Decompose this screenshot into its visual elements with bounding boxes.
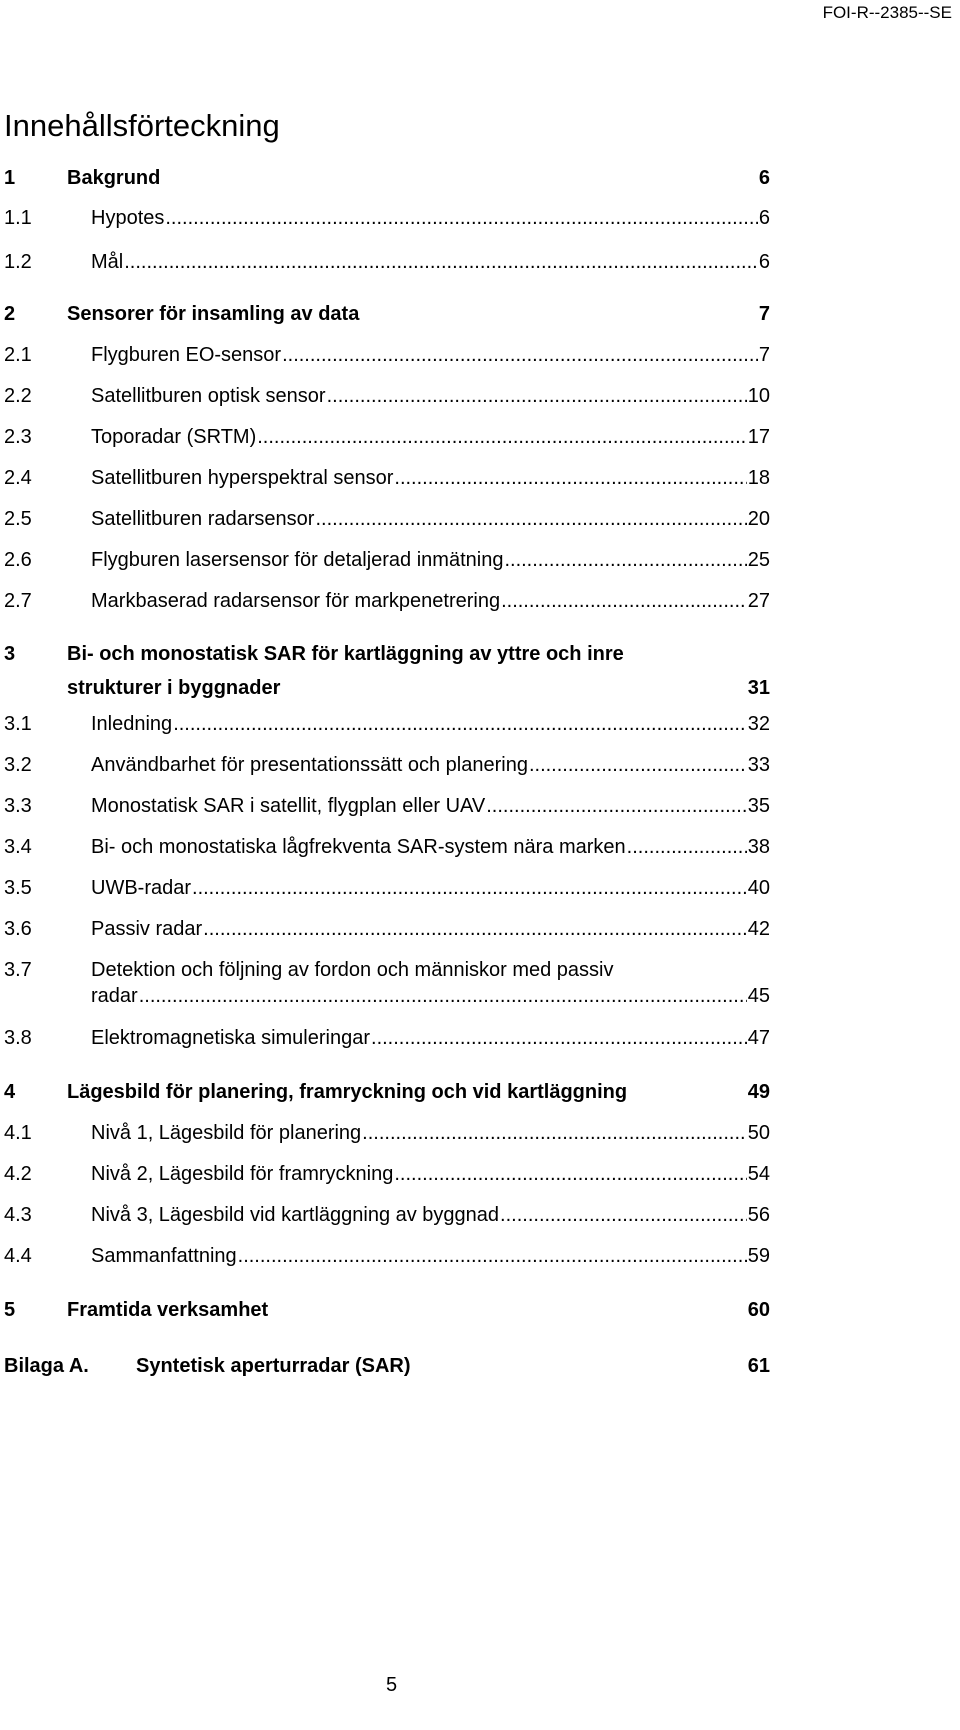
toc-page: 60 — [747, 1299, 770, 1321]
toc-number: 4.3 — [4, 1204, 32, 1226]
toc-leader — [192, 876, 747, 900]
toc-title-text: Hypotes — [91, 207, 165, 229]
toc-number: 3.8 — [4, 1027, 32, 1049]
toc-number: 3.3 — [4, 795, 32, 817]
toc-title-text: Markbaserad radarsensor för markpenetrering — [91, 590, 501, 612]
toc-number: 3.1 — [4, 713, 32, 735]
toc-title-text: Passiv radar — [91, 918, 203, 940]
toc-page: 42 — [747, 918, 770, 940]
toc-title-text: Satellitburen hyperspektral sensor — [91, 467, 394, 489]
toc-title-text: UWB-radar — [91, 877, 192, 899]
toc-leader — [139, 984, 747, 1008]
toc-title-line1: Detektion och följning av fordon och människor med passiv — [91, 959, 614, 981]
toc-page: 59 — [747, 1245, 770, 1267]
toc-title-text: Toporadar (SRTM) — [91, 426, 257, 448]
toc-page: 6 — [758, 251, 770, 273]
toc-leader — [124, 250, 758, 274]
toc-leader — [500, 1203, 747, 1227]
toc-page: 35 — [747, 795, 770, 817]
toc-leader — [371, 1026, 747, 1050]
toc-leader — [394, 466, 746, 490]
toc-number: 4.1 — [4, 1122, 32, 1144]
toc-number: 4.2 — [4, 1163, 32, 1185]
toc-title-text: Satellitburen radarsensor — [91, 508, 315, 530]
toc-page: 47 — [747, 1027, 770, 1049]
toc-number: 2.3 — [4, 426, 32, 448]
toc-title-text: Användbarhet för presentationssätt och planering — [91, 754, 528, 776]
toc-number: 1.1 — [4, 207, 32, 229]
toc-page: 50 — [747, 1122, 770, 1144]
toc-number: 3 — [4, 643, 16, 665]
toc-page: 32 — [747, 713, 770, 735]
toc-title-line2: strukturer i byggnader — [67, 677, 281, 699]
toc-title-line1: Bi- och monostatisk SAR för kartläggning av yttre och inre — [67, 643, 624, 665]
toc-number: 2 — [4, 303, 16, 325]
toc-title-text: Satellitburen optisk sensor — [91, 385, 326, 407]
toc-leader — [238, 1244, 747, 1268]
toc-title-text: Flygburen EO-sensor — [91, 344, 282, 366]
toc-title-text: Nivå 1, Lägesbild för planering — [91, 1122, 362, 1144]
toc-page: 56 — [747, 1204, 770, 1226]
page-number: 5 — [386, 1674, 398, 1696]
toc-leader — [257, 425, 747, 449]
toc-number: 4.4 — [4, 1245, 32, 1267]
toc-page: 20 — [747, 508, 770, 530]
toc-title-text: Bakgrund — [67, 167, 161, 189]
toc-title-text: Nivå 3, Lägesbild vid kartläggning av byggnad — [91, 1204, 500, 1226]
toc-title-line2: radar — [91, 985, 138, 1007]
toc-page: 40 — [747, 877, 770, 899]
toc-title-text: Inledning — [91, 713, 173, 735]
toc-leader — [486, 794, 747, 818]
toc-leader — [327, 384, 747, 408]
toc-number: 1 — [4, 167, 16, 189]
toc-leader — [165, 206, 758, 230]
toc-title-text: Mål — [91, 251, 124, 273]
toc-title-text: Framtida verksamhet — [67, 1299, 269, 1321]
toc-title-text: Lägesbild för planering, framryckning och vid kartläggning — [67, 1081, 628, 1103]
toc-number: Bilaga A. — [4, 1355, 89, 1377]
toc-leader — [627, 835, 747, 859]
toc-leader — [501, 589, 747, 613]
toc-leader — [282, 343, 758, 367]
toc-page: 10 — [747, 385, 770, 407]
toc-page: 49 — [747, 1081, 770, 1103]
toc-page: 18 — [747, 467, 770, 489]
toc-title-text: Sammanfattning — [91, 1245, 237, 1267]
toc-page: 7 — [758, 303, 770, 325]
toc-number: 4 — [4, 1081, 16, 1103]
toc-number: 3.6 — [4, 918, 32, 940]
toc-leader — [173, 712, 747, 736]
toc-page: 54 — [747, 1163, 770, 1185]
toc-leader — [203, 917, 747, 941]
toc-page: 31 — [747, 677, 770, 699]
toc-title-text: Monostatisk SAR i satellit, flygplan eller UAV — [91, 795, 486, 817]
toc-leader — [529, 753, 747, 777]
toc-title-text: Syntetisk aperturradar (SAR) — [136, 1355, 411, 1377]
toc-number: 2.1 — [4, 344, 32, 366]
toc-page: 6 — [758, 167, 770, 189]
toc-page: 25 — [747, 549, 770, 571]
toc-title-text: Sensorer för insamling av data — [67, 303, 360, 325]
toc-page: 61 — [747, 1355, 770, 1377]
toc-leader — [315, 507, 746, 531]
toc-number: 2.6 — [4, 549, 32, 571]
toc-number: 3.4 — [4, 836, 32, 858]
toc-number: 5 — [4, 1299, 16, 1321]
toc-title-text: Flygburen lasersensor för detaljerad inmätning — [91, 549, 504, 571]
toc-number: 3.7 — [4, 959, 32, 981]
toc-number: 2.7 — [4, 590, 32, 612]
toc-page: 38 — [747, 836, 770, 858]
toc-number: 1.2 — [4, 251, 32, 273]
toc-title-text: Nivå 2, Lägesbild för framryckning — [91, 1163, 394, 1185]
document-id: FOI-R--2385--SE — [822, 3, 952, 22]
toc-page: 6 — [758, 207, 770, 229]
toc-title-text: Elektromagnetiska simuleringar — [91, 1027, 371, 1049]
toc-page: 17 — [747, 426, 770, 448]
toc-number: 2.5 — [4, 508, 32, 530]
toc-page: 27 — [747, 590, 770, 612]
toc-page: 33 — [747, 754, 770, 776]
toc-leader — [362, 1121, 747, 1145]
toc-number: 2.4 — [4, 467, 32, 489]
toc-number: 2.2 — [4, 385, 32, 407]
toc-number: 3.5 — [4, 877, 32, 899]
toc-leader — [394, 1162, 746, 1186]
toc-title: Innehållsförteckning — [4, 108, 280, 143]
toc-page: 45 — [747, 985, 770, 1007]
toc-page: 7 — [758, 344, 770, 366]
toc-leader — [504, 548, 746, 572]
toc-title-text: Bi- och monostatiska lågfrekventa SAR-system nära marken — [91, 836, 626, 858]
toc-number: 3.2 — [4, 754, 32, 776]
